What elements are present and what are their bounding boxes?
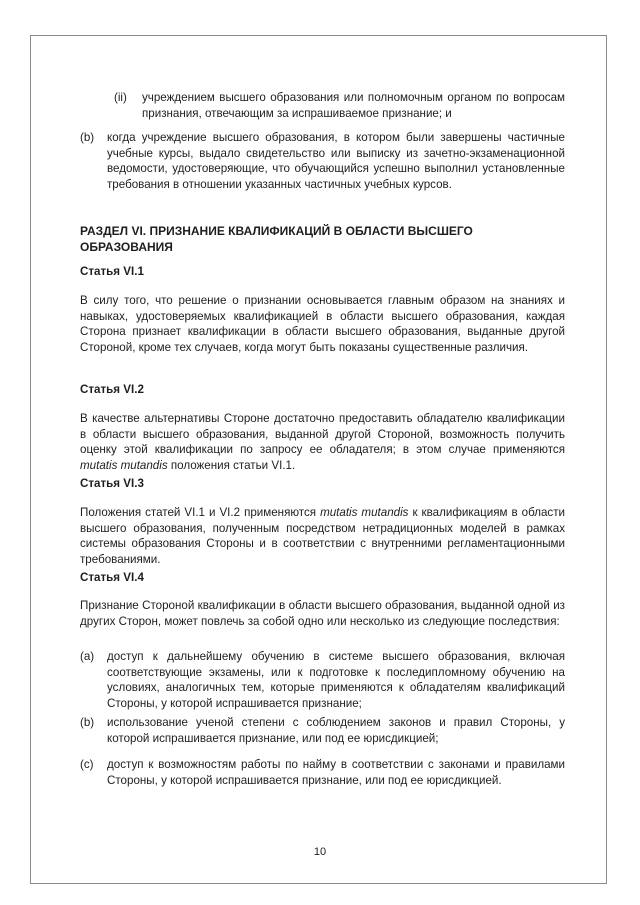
latin-phrase: mutatis mutandis [320, 506, 409, 519]
paragraph-text: к квалификациям в области высшего образования, полученным посредством нетрадиционных моделей в рамках системы образования Стороны и в соответствии с внутренними регламентационными требованиями. [80, 506, 565, 566]
paragraph-text: Положения статей VI.1 и VI.2 применяются [80, 506, 321, 519]
paragraph-text: положения статьи VI.1. [167, 458, 296, 472]
article-paragraph-vi-2 [80, 411, 565, 473]
item-marker-c: (c) [80, 758, 94, 771]
page-number: 10 [313, 846, 327, 858]
paragraph-text: В качестве альтернативы Стороне достаточно предоставить обладателю квалификации в области высшего образования, выданной другой Стороной, возможность получить оценку этой квалификации по запросу ее обладателя; в этом случае применяются [80, 412, 565, 456]
article-title-vi-3: Статья VI.3 [80, 477, 144, 490]
item-text-c: доступ к возможностям работы по найму в соответствии с законами и правилами Стороны, у которой испрашивается признание, или под ее юрисдикцией. [107, 758, 565, 787]
article-title-vi-2: Статья VI.2 [80, 383, 144, 396]
item-text-a: доступ к дальнейшему обучению в системе высшего образования, включая соответствующие экзамены, или к подготовке к последипломному обучению на условиях, аналогичных тем, которые применяются к обладателям квалификаций Стороны, у которой испрашивается признание; [107, 650, 565, 710]
item-text-b-top: когда учреждение высшего образования, в котором были завершены частичные учебные курсы, выдало свидетельство или выписку из зачетно-экзаменационной ведомости, удостоверяющие, что обучающийся успешно выполнил установленные требования в отношении указанных частичных учебных курсов. [107, 131, 565, 191]
section-heading: РАЗДЕЛ VI. ПРИЗНАНИЕ КВАЛИФИКАЦИЙ В ОБЛАСТИ ВЫСШЕГО ОБРАЗОВАНИЯ [80, 224, 473, 254]
item-marker-a: (a) [80, 650, 95, 663]
item-marker-ii: (ii) [114, 91, 127, 104]
article-title-vi-4: Статья VI.4 [80, 571, 144, 584]
item-marker-b-top: (b) [80, 131, 95, 144]
item-text-ii: учреждением высшего образования или полномочным органом по вопросам признания, отвечающим за испрашиваемое признание; и [142, 91, 565, 120]
latin-phrase: mutatis mutandis [80, 458, 168, 472]
article-paragraph-vi-4: Признание Стороной квалификации в области высшего образования, выданной одной из других Сторон, может повлечь за собой одно или несколько из следующие последствия: [80, 599, 565, 628]
item-text-b: использование ученой степени с соблюдением законов и правил Стороны, у которой испрашивается признание, или под ее юрисдикцией; [107, 716, 565, 745]
article-title-vi-1: Статья VI.1 [80, 265, 144, 278]
item-marker-b: (b) [80, 716, 95, 729]
article-paragraph-vi-3 [80, 505, 565, 567]
article-paragraph-vi-1: В силу того, что решение о признании основывается главным образом на знаниях и навыках, удостоверяемых квалификацией в области высшего образования, каждая Сторона признает квалификации в области высшего образования, выданные другой Стороной, кроме тех случаев, когда могут быть показаны существенные различия. [80, 294, 565, 354]
